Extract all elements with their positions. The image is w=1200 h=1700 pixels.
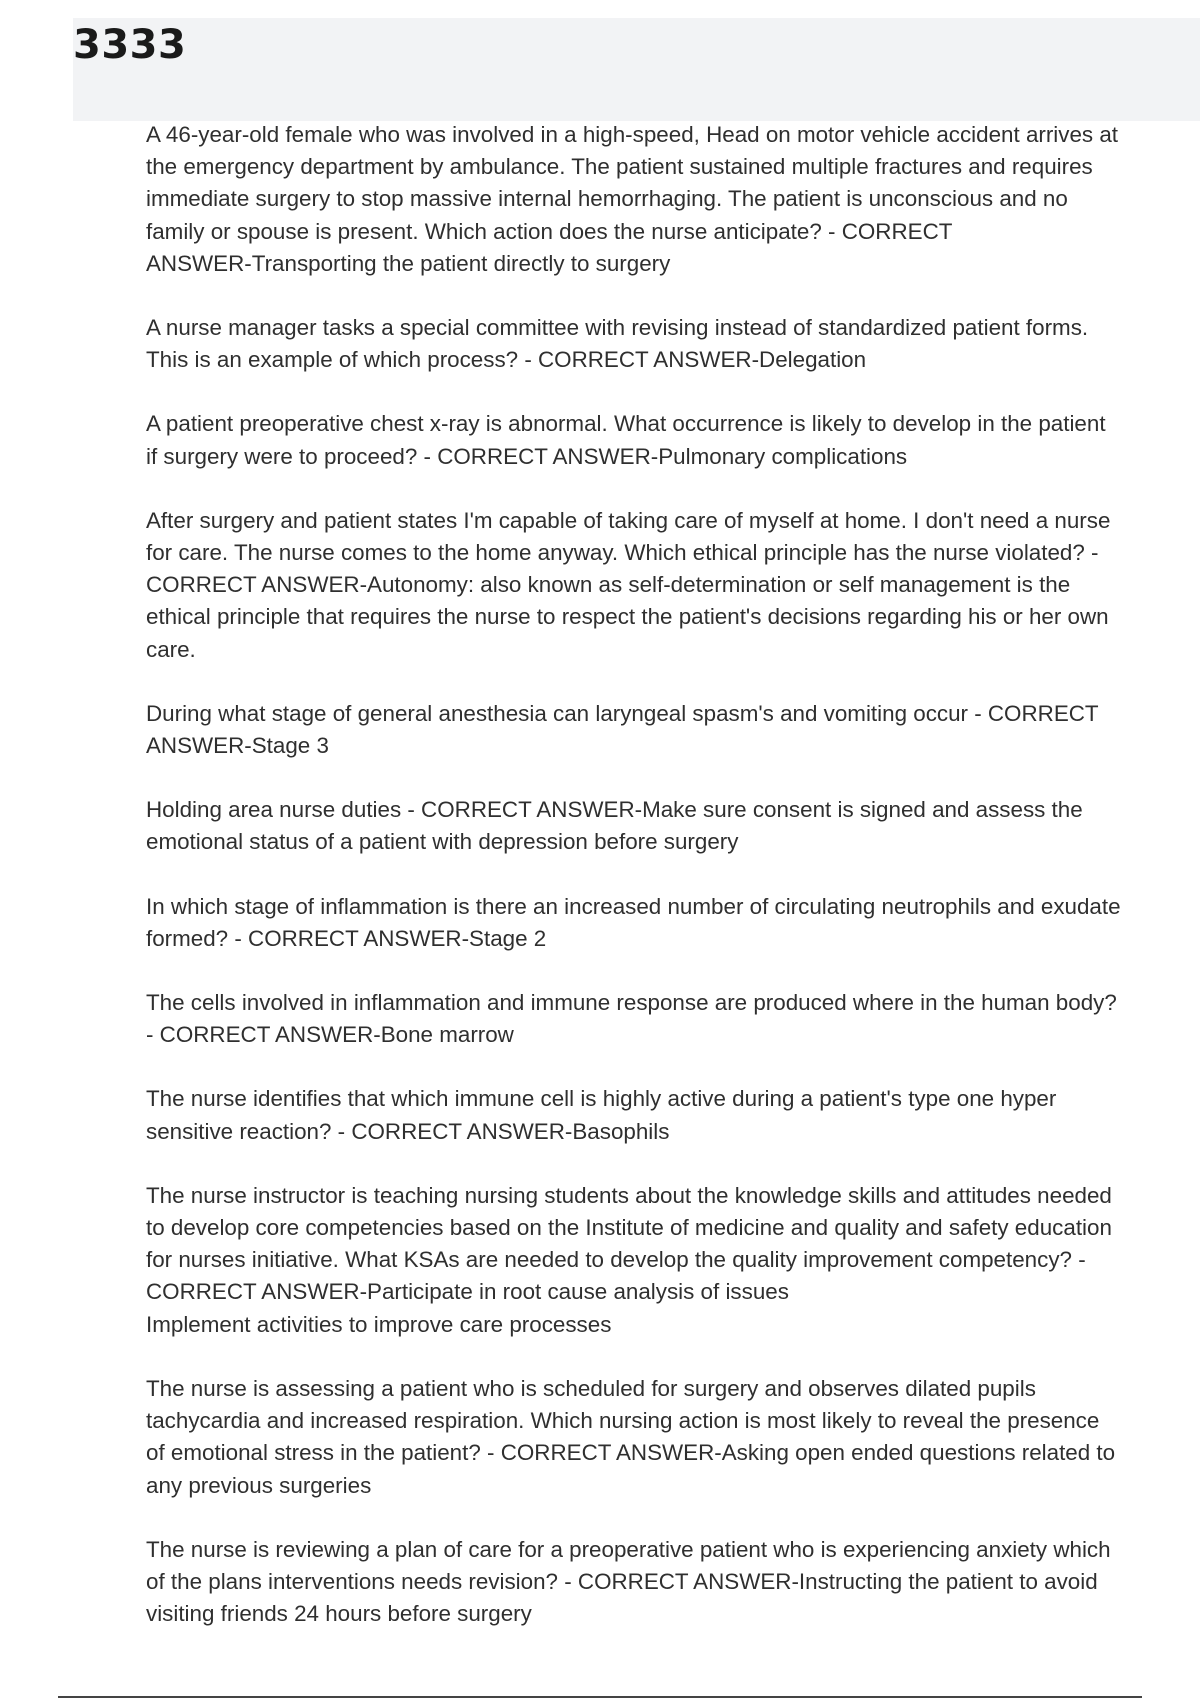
qa-item (146, 987, 1200, 1051)
qa-item (146, 1083, 1200, 1147)
qa-item (146, 698, 1200, 762)
qa-item (146, 891, 1200, 955)
qa-text: After surgery and patient states I'm capable of taking care of myself at home. I don't need a nurse for care. The nurse comes to the home anyway. Which ethical principle has the nurse violated? - CORRECT ANSWER-Autonomy: also known as self-determination or self management is the ethical principle that requires the nurse to respect the patient's decisions regarding his or her own care. (146, 507, 1111, 662)
qa-item (146, 312, 1200, 376)
qa-item (146, 505, 1200, 666)
qa-text: The nurse is reviewing a plan of care for a preoperative patient who is experiencing anxiety which of the plans interventions needs revision? - CORRECT ANSWER-Instructing the patient to avoid visiting friends 24 hours before surgery (146, 1536, 1111, 1627)
qa-item (146, 1180, 1200, 1341)
qa-text: A patient preoperative chest x-ray is abnormal. What occurrence is likely to develop in the patient if surgery were to proceed? - CORRECT ANSWER-Pulmonary complications (146, 411, 1106, 469)
header-band (73, 18, 1200, 121)
footer-rule (58, 1696, 1142, 1698)
qa-item (146, 1373, 1200, 1502)
qa-item (146, 119, 1200, 280)
qa-text: During what stage of general anesthesia can laryngeal spasm's and vomiting occur - CORRECT ANSWER-Stage 3 (146, 700, 1099, 759)
qa-text: The nurse is assessing a patient who is scheduled for surgery and observes dilated pupils tachycardia and increased respiration. Which nursing action is most likely to reveal the presence of emotional stress in the patient? - CORRECT ANSWER-Asking open ended questions related to any previous surgeries (146, 1375, 1116, 1498)
qa-text: The cells involved in inflammation and immune response are produced where in the human body? - CORRECT ANSWER-Bone marrow (146, 990, 1117, 1048)
qa-text: The nurse identifies that which immune cell is highly active during a patient's type one hyper sensitive reaction? - CORRECT ANSWER-Basophils (146, 1086, 1057, 1144)
qa-item (146, 408, 1200, 472)
qa-text: Holding area nurse duties - CORRECT ANSWER-Make sure consent is signed and assess the emotional status of a patient with depression before surgery (146, 797, 1083, 855)
qa-text: In which stage of inflammation is there an increased number of circulating neutrophils and exudate formed? - CORRECT ANSWER-Stage 2 (146, 893, 1121, 951)
qa-text: A nurse manager tasks a special committee with revising instead of standardized patient forms. This is an example of which process? - CORRECT ANSWER-Delegation (146, 315, 1089, 373)
qa-text: The nurse instructor is teaching nursing students about the knowledge skills and attitudes needed to develop core competencies based on the Institute of medicine and quality and safety education for nurses initiative. What KSAs are needed to develop the quality improvement competency? - CORRECT ANSWER-Participate in root cause analysis of issues Implement activities to improve care processes (146, 1182, 1112, 1337)
qa-item (146, 794, 1200, 858)
qa-list (146, 119, 1200, 1662)
page-title: 3333 (73, 22, 187, 68)
qa-text: A 46-year-old female who was involved in a high-speed, Head on motor vehicle accident arrives at the emergency department by ambulance. The patient sustained multiple fractures and requires immediate surgery to stop massive internal hemorrhaging. The patient is unconscious and no family or spouse is present. Which action does the nurse anticipate? - CORRECT ANSWER-Transporting the patient directly to surgery (146, 122, 1119, 276)
qa-item (146, 1534, 1200, 1631)
